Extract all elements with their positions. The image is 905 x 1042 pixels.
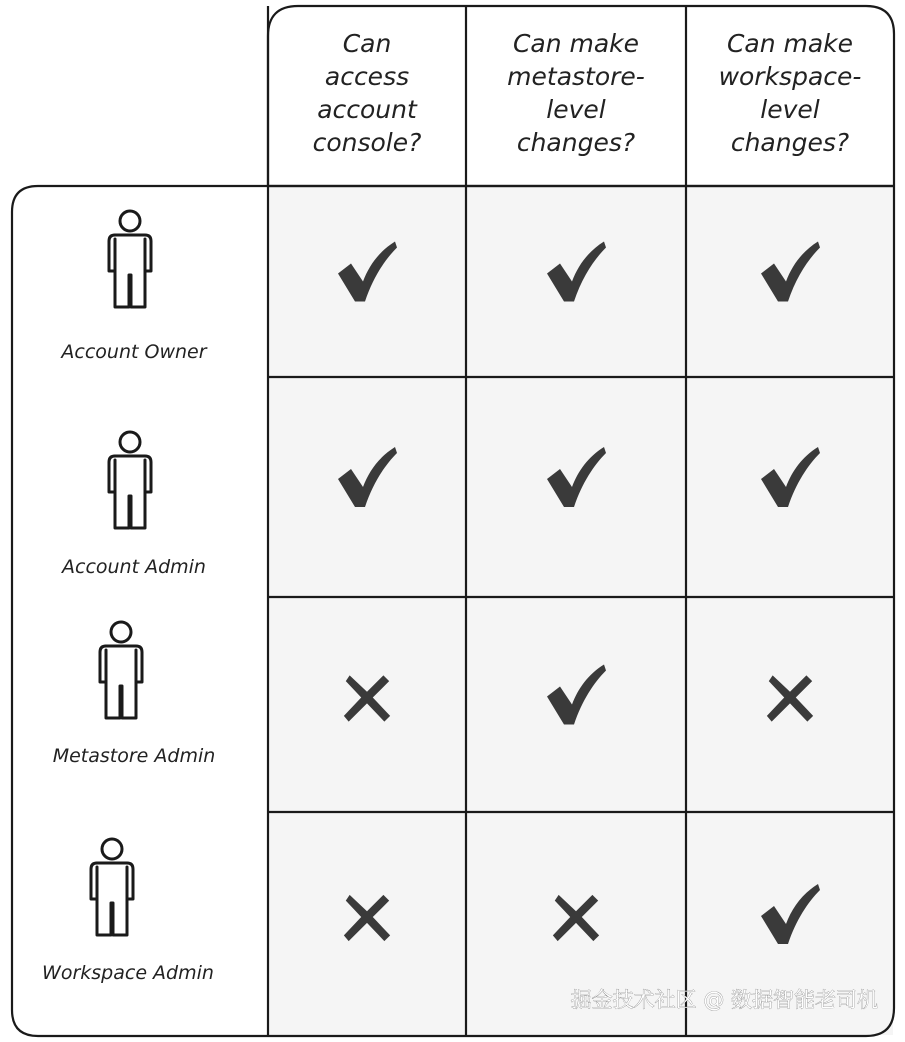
matrix-cell	[687, 598, 893, 811]
role-labels	[42, 211, 215, 984]
role-label: Account Admin	[62, 556, 206, 578]
role-row-header	[60, 432, 206, 578]
person-icon	[109, 211, 151, 307]
column-header-line: level	[546, 95, 606, 124]
column-header-line: changes?	[516, 128, 636, 157]
column-headers	[313, 29, 862, 157]
role-label: Workspace Admin	[42, 962, 214, 984]
matrix-cell	[269, 598, 465, 811]
column-header-line: Can make	[726, 29, 854, 58]
column-header-line: level	[760, 95, 820, 124]
column-header-line: access	[324, 62, 410, 91]
column-header-line: workspace-	[718, 62, 862, 91]
column-header-line: Can	[342, 29, 392, 58]
role-label: Account Owner	[61, 341, 207, 363]
column-header	[313, 29, 422, 157]
role-row-header	[42, 839, 214, 984]
column-header-line: console?	[312, 128, 422, 157]
column-header-line: Can make	[512, 29, 640, 58]
watermark-text: 掘金技术社区 @ 数据智能老司机	[570, 988, 878, 1012]
column-header-line: changes?	[730, 128, 850, 157]
column-header-line: account	[317, 95, 417, 124]
role-row-header	[53, 622, 216, 767]
column-header	[507, 29, 645, 157]
matrix-cell	[269, 813, 465, 1035]
column-header-line: metastore-	[507, 62, 645, 91]
role-row-header	[59, 211, 207, 363]
column-header	[719, 29, 862, 157]
person-icon	[109, 432, 151, 528]
role-label: Metastore Admin	[52, 745, 216, 767]
person-icon	[100, 622, 142, 718]
person-icon	[91, 839, 133, 935]
